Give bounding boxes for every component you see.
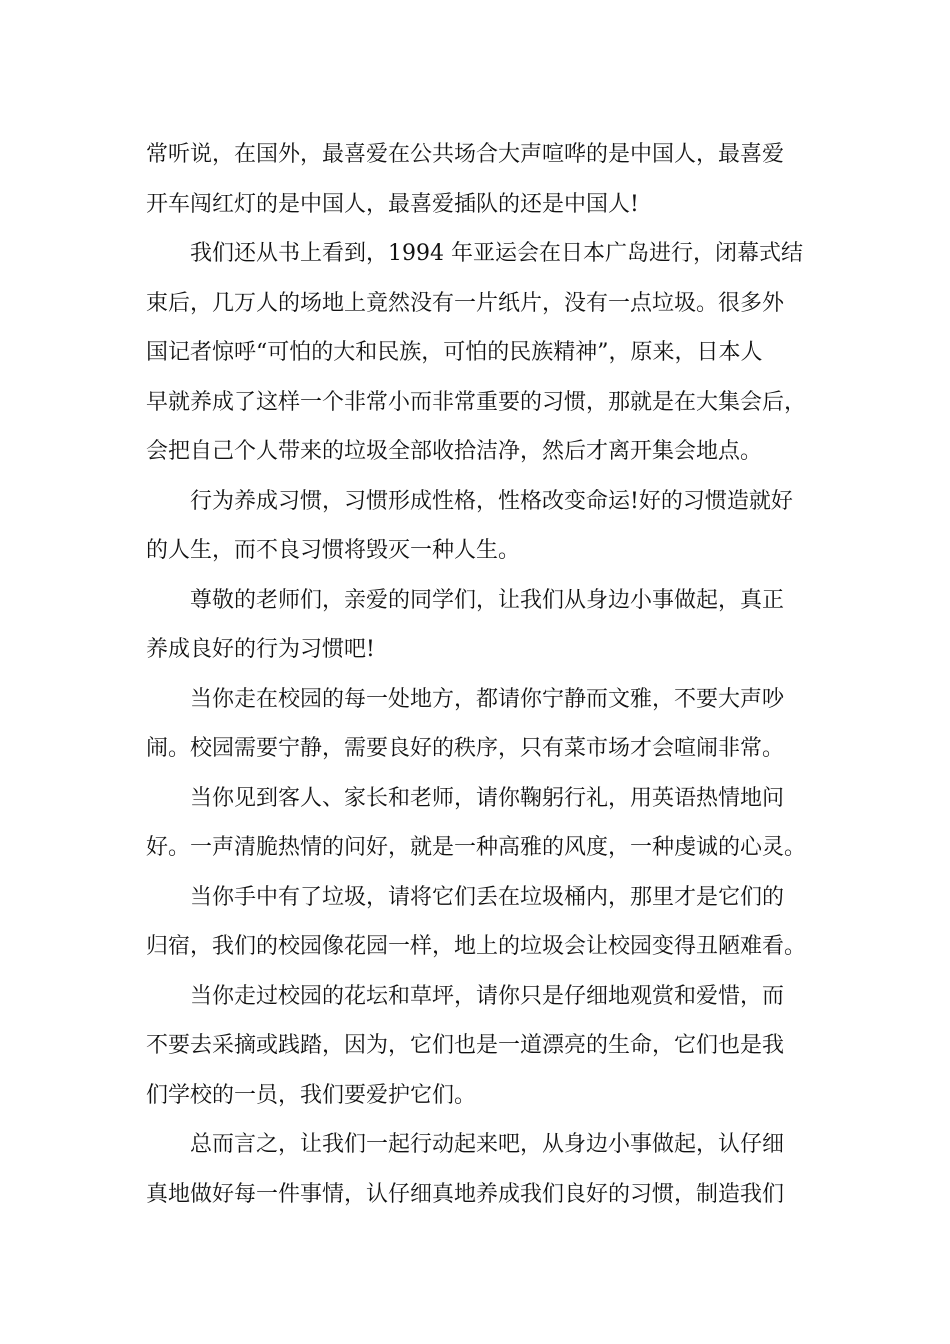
text-line: 我们还从书上看到，1994 年亚运会在日本广岛进行，闭幕式结 bbox=[190, 241, 803, 266]
text-line: 不要去采摘或践踏，因为，它们也是一道漂亮的生命，它们也是我 bbox=[146, 1033, 785, 1058]
text-line: 早就养成了这样一个非常小而非常重要的习惯，那就是在大集会后， bbox=[146, 389, 807, 415]
text-line: 尊敬的老师们，亲爱的同学们，让我们从身边小事做起，真正 bbox=[190, 587, 785, 613]
document-body bbox=[146, 130, 808, 1219]
text-line: 的人生，而不良习惯将毁灭一种人生。 bbox=[146, 538, 521, 563]
text-line: 当你见到客人、家长和老师，请你鞠躬行礼，用英语热情地问 bbox=[190, 785, 785, 811]
text-line: 好。一声清脆热情的问好，就是一种高雅的风度，一种虔诚的心灵。 bbox=[146, 835, 807, 860]
text-line: 真地做好每一件事情，认仔细真地养成我们良好的习惯，制造我们 bbox=[146, 1181, 785, 1207]
text-line: 归宿，我们的校园像花园一样，地上的垃圾会让校园变得丑陋难看。 bbox=[146, 934, 807, 959]
text-line: 国记者惊呼“可怕的大和民族，可怕的民族精神”，原来，日本人 bbox=[146, 340, 763, 365]
text-line: 当你走在校园的每一处地方，都请你宁静而文雅，不要大声吵 bbox=[190, 686, 785, 712]
text-line: 闹。校园需要宁静，需要良好的秩序，只有菜市场才会喧闹非常。 bbox=[146, 736, 785, 761]
text-line: 行为养成习惯，习惯形成性格，性格改变命运!好的习惯造就好 bbox=[190, 488, 793, 514]
text-line: 常听说，在国外，最喜爱在公共场合大声喧哗的是中国人，最喜爱 bbox=[146, 142, 785, 167]
text-line: 当你手中有了垃圾，请将它们丢在垃圾桶内，那里才是它们的 bbox=[190, 884, 785, 910]
text-line: 束后，几万人的场地上竟然没有一片纸片，没有一点垃圾。很多外 bbox=[146, 290, 785, 316]
text-line: 养成良好的行为习惯吧! bbox=[146, 637, 375, 662]
text-line: 总而言之，让我们一起行动起来吧，从身边小事做起，认仔细 bbox=[190, 1132, 785, 1157]
text-line: 开车闯红灯的是中国人，最喜爱插队的还是中国人! bbox=[146, 191, 639, 217]
text-line: 会把自己个人带来的垃圾全部收拾洁净，然后才离开集会地点。 bbox=[146, 439, 763, 464]
text-line: 当你走过校园的花坛和草坪，请你只是仔细地观赏和爱惜，而 bbox=[190, 983, 785, 1009]
text-line: 们学校的一员，我们要爱护它们。 bbox=[146, 1082, 477, 1108]
